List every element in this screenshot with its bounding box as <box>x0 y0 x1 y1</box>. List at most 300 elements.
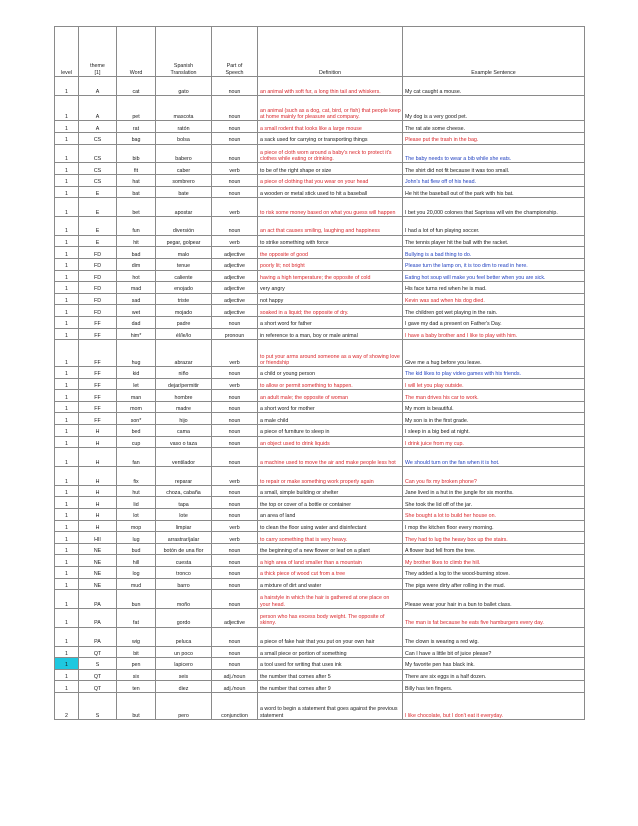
cell-spanish: mascota <box>156 95 212 121</box>
cell-example: My favorite pen has black ink. <box>403 658 585 670</box>
cell-part-of-speech: noun <box>212 132 258 144</box>
cell-theme: A <box>79 121 117 133</box>
cell-part-of-speech: noun <box>212 186 258 198</box>
cell-word: lug <box>117 532 156 544</box>
cell-theme: HII <box>79 532 117 544</box>
cell-word: bag <box>117 132 156 144</box>
cell-example: The baby needs to wear a bib while she eats. <box>403 144 585 163</box>
cell-word: son* <box>117 413 156 425</box>
cell-spanish: babero <box>156 144 212 163</box>
cell-definition: an animal (such as a dog, cat, bird, or fish) that people keep at home mainly for pleasure and company. <box>258 95 403 121</box>
cell-word: bat <box>117 186 156 198</box>
cell-definition: a thick piece of wood cut from a tree <box>258 567 403 579</box>
cell-level: 1 <box>55 305 79 317</box>
cell-level: 1 <box>55 567 79 579</box>
cell-level: 1 <box>55 627 79 646</box>
cell-level: 1 <box>55 578 79 590</box>
cell-level: 1 <box>55 543 79 555</box>
table-row <box>55 235 585 247</box>
cell-example: The pigs were dirty after rolling in the mud. <box>403 578 585 590</box>
cell-word: bad <box>117 247 156 259</box>
cell-theme: FD <box>79 258 117 270</box>
cell-part-of-speech: noun <box>212 77 258 96</box>
cell-word: but <box>117 692 156 719</box>
cell-spanish: pero <box>156 692 212 719</box>
cell-example: I have a baby brother and I like to play with him. <box>403 328 585 340</box>
cell-example: The shirt did not fit because it was too small. <box>403 163 585 175</box>
cell-spanish: un poco <box>156 646 212 658</box>
cell-theme: E <box>79 186 117 198</box>
cell-example: A flower bud fell from the tree. <box>403 543 585 555</box>
cell-word: cat <box>117 77 156 96</box>
header-part-of-speech: Part of Speech <box>212 27 258 77</box>
cell-example: My mom is beautiful. <box>403 401 585 413</box>
cell-level: 1 <box>55 340 79 367</box>
cell-spanish: lapicero <box>156 658 212 670</box>
cell-part-of-speech: noun <box>212 144 258 163</box>
cell-definition: the number that comes after 9 <box>258 681 403 693</box>
cell-example: Please turn the lamp on, it is too dim to read in here. <box>403 258 585 270</box>
cell-part-of-speech: adjective <box>212 247 258 259</box>
cell-spanish: padre <box>156 316 212 328</box>
cell-example: The man is fat because he eats five hamburgers every day. <box>403 608 585 627</box>
cell-definition: soaked in a liquid; the opposite of dry. <box>258 305 403 317</box>
cell-example: The clown is wearing a red wig. <box>403 627 585 646</box>
cell-part-of-speech: noun <box>212 121 258 133</box>
table-row <box>55 174 585 186</box>
table-row <box>55 425 585 437</box>
cell-example: They added a log to the wood-burning stove. <box>403 567 585 579</box>
table-row <box>55 567 585 579</box>
cell-part-of-speech: noun <box>212 425 258 437</box>
cell-word: him* <box>117 328 156 340</box>
cell-example: Please wear your hair in a bun to ballet class. <box>403 590 585 609</box>
table-row <box>55 378 585 390</box>
cell-definition: a machine used to move the air and make people less hot <box>258 448 403 467</box>
cell-word: ten <box>117 681 156 693</box>
cell-definition: an area of land <box>258 509 403 521</box>
table-body <box>55 77 585 720</box>
cell-example: The kid likes to play video games with his friends. <box>403 367 585 379</box>
cell-level: 1 <box>55 532 79 544</box>
cell-spanish: hijo <box>156 413 212 425</box>
cell-word: six <box>117 669 156 681</box>
cell-example: I like chocolate, but I don't eat it everyday. <box>403 692 585 719</box>
cell-theme: QT <box>79 646 117 658</box>
cell-theme: A <box>79 77 117 96</box>
cell-theme: H <box>79 509 117 521</box>
cell-level: 1 <box>55 390 79 402</box>
cell-definition: a male child <box>258 413 403 425</box>
cell-spanish: tronco <box>156 567 212 579</box>
cell-definition: the beginning of a new flower or leaf on a plant <box>258 543 403 555</box>
cell-example: Jane lived in a hut in the jungle for six months. <box>403 485 585 497</box>
cell-example: I will let you play outside. <box>403 378 585 390</box>
table-row <box>55 340 585 367</box>
cell-part-of-speech: noun <box>212 413 258 425</box>
table-row <box>55 658 585 670</box>
table-row <box>55 247 585 259</box>
cell-example: The children got wet playing in the rain. <box>403 305 585 317</box>
cell-word: mud <box>117 578 156 590</box>
cell-word: pet <box>117 95 156 121</box>
cell-spanish: caliente <box>156 270 212 282</box>
cell-example: Can you fix my broken phone? <box>403 467 585 486</box>
cell-theme: H <box>79 497 117 509</box>
table-row <box>55 467 585 486</box>
cell-definition: a mixture of dirt and water <box>258 578 403 590</box>
cell-spanish: tapa <box>156 497 212 509</box>
cell-definition: an adult male; the opposite of woman <box>258 390 403 402</box>
cell-spanish: cama <box>156 425 212 437</box>
cell-word: wig <box>117 627 156 646</box>
cell-level: 1 <box>55 121 79 133</box>
cell-theme: FD <box>79 247 117 259</box>
cell-theme: PA <box>79 590 117 609</box>
cell-part-of-speech: noun <box>212 390 258 402</box>
cell-part-of-speech: noun <box>212 567 258 579</box>
cell-example: The man drives his car to work. <box>403 390 585 402</box>
cell-level: 1 <box>55 95 79 121</box>
cell-theme: H <box>79 425 117 437</box>
table-row <box>55 448 585 467</box>
cell-level: 1 <box>55 590 79 609</box>
cell-example: He hit the baseball out of the park with his bat. <box>403 186 585 198</box>
table-row <box>55 77 585 96</box>
cell-theme: FF <box>79 413 117 425</box>
cell-theme: NE <box>79 567 117 579</box>
cell-word: hill <box>117 555 156 567</box>
cell-part-of-speech: adj./noun <box>212 681 258 693</box>
cell-definition: a piece of furniture to sleep in <box>258 425 403 437</box>
header-definition: Definition <box>258 27 403 77</box>
cell-part-of-speech: noun <box>212 543 258 555</box>
cell-definition: to put your arms around someone as a way of showing love or friendship <box>258 340 403 367</box>
table-row <box>55 316 585 328</box>
cell-example: They had to lug the heavy box up the stairs. <box>403 532 585 544</box>
table-row <box>55 121 585 133</box>
cell-level: 1 <box>55 270 79 282</box>
cell-level: 1 <box>55 328 79 340</box>
cell-spanish: dejar/permitir <box>156 378 212 390</box>
table-row <box>55 258 585 270</box>
cell-level: 2 <box>55 692 79 719</box>
cell-example: My cat caught a mouse. <box>403 77 585 96</box>
cell-spanish: moño <box>156 590 212 609</box>
cell-word: rat <box>117 121 156 133</box>
header-theme: theme [1] <box>79 27 117 77</box>
cell-level: 1 <box>55 681 79 693</box>
cell-spanish: ratón <box>156 121 212 133</box>
cell-definition: person who has excess body weight. The opposite of skinny. <box>258 608 403 627</box>
cell-word: wet <box>117 305 156 317</box>
cell-part-of-speech: verb <box>212 198 258 217</box>
cell-spanish: barro <box>156 578 212 590</box>
cell-word: sad <box>117 293 156 305</box>
cell-spanish: ventilador <box>156 448 212 467</box>
cell-example: Kevin was sad when his dog died. <box>403 293 585 305</box>
cell-theme: E <box>79 198 117 217</box>
cell-definition: a piece of clothing that you wear on your head <box>258 174 403 186</box>
cell-part-of-speech: noun <box>212 590 258 609</box>
table-row <box>55 578 585 590</box>
cell-definition: a word to begin a statement that goes against the previous statement <box>258 692 403 719</box>
cell-spanish: diversión <box>156 216 212 235</box>
cell-level: 1 <box>55 467 79 486</box>
table-row <box>55 144 585 163</box>
cell-definition: having a high temperature; the opposite of cold <box>258 270 403 282</box>
cell-definition: to clean the floor using water and disinfectant <box>258 520 403 532</box>
table-row <box>55 509 585 521</box>
cell-part-of-speech: verb <box>212 235 258 247</box>
cell-part-of-speech: noun <box>212 448 258 467</box>
cell-word: let <box>117 378 156 390</box>
table-row <box>55 95 585 121</box>
cell-definition: a hairstyle in which the hair is gathered at one place on your head. <box>258 590 403 609</box>
cell-level: 1 <box>55 646 79 658</box>
cell-word: dim <box>117 258 156 270</box>
cell-word: bib <box>117 144 156 163</box>
cell-example: I had a lot of fun playing soccer. <box>403 216 585 235</box>
table-row <box>55 305 585 317</box>
cell-part-of-speech: noun <box>212 555 258 567</box>
cell-theme: CS <box>79 174 117 186</box>
cell-definition: not happy <box>258 293 403 305</box>
table-row <box>55 413 585 425</box>
cell-part-of-speech: noun <box>212 316 258 328</box>
cell-word: mop <box>117 520 156 532</box>
cell-example: I drink juice from my cup. <box>403 436 585 448</box>
cell-part-of-speech: verb <box>212 340 258 367</box>
cell-spanish: gordo <box>156 608 212 627</box>
cell-theme: FD <box>79 305 117 317</box>
cell-theme: PA <box>79 608 117 627</box>
cell-spanish: mojado <box>156 305 212 317</box>
cell-level: 1 <box>55 485 79 497</box>
cell-level: 1 <box>55 247 79 259</box>
cell-part-of-speech: verb <box>212 520 258 532</box>
cell-part-of-speech: noun <box>212 436 258 448</box>
cell-example: My brother likes to climb the hill. <box>403 555 585 567</box>
cell-level: 1 <box>55 520 79 532</box>
cell-word: mad <box>117 282 156 294</box>
cell-definition: the opposite of good <box>258 247 403 259</box>
cell-part-of-speech: adjective <box>212 282 258 294</box>
cell-word: pen <box>117 658 156 670</box>
cell-theme: H <box>79 485 117 497</box>
cell-theme: NE <box>79 543 117 555</box>
cell-spanish: hombre <box>156 390 212 402</box>
cell-part-of-speech: noun <box>212 578 258 590</box>
cell-definition: a sack used for carrying or transporting things <box>258 132 403 144</box>
cell-theme: E <box>79 235 117 247</box>
cell-example: Billy has ten fingers. <box>403 681 585 693</box>
cell-word: hug <box>117 340 156 367</box>
cell-theme: CS <box>79 132 117 144</box>
cell-level: 1 <box>55 235 79 247</box>
cell-definition: a small rodent that looks like a large mouse <box>258 121 403 133</box>
cell-level: 1 <box>55 425 79 437</box>
cell-example: She bought a lot to build her house on. <box>403 509 585 521</box>
cell-spanish: abrazar <box>156 340 212 367</box>
cell-spanish: tenue <box>156 258 212 270</box>
cell-part-of-speech: noun <box>212 497 258 509</box>
cell-level: 1 <box>55 436 79 448</box>
cell-example: Eating hot soup will make you feel better when you are sick. <box>403 270 585 282</box>
cell-spanish: enojado <box>156 282 212 294</box>
cell-example: The rat ate some cheese. <box>403 121 585 133</box>
cell-theme: FD <box>79 270 117 282</box>
table-row <box>55 608 585 627</box>
cell-word: hit <box>117 235 156 247</box>
cell-theme: FF <box>79 340 117 367</box>
cell-theme: E <box>79 216 117 235</box>
cell-theme: FF <box>79 390 117 402</box>
cell-example: His face turns red when he is mad. <box>403 282 585 294</box>
cell-part-of-speech: noun <box>212 174 258 186</box>
cell-spanish: caber <box>156 163 212 175</box>
cell-part-of-speech: adjective <box>212 270 258 282</box>
cell-spanish: lote <box>156 509 212 521</box>
cell-definition: a child or young person <box>258 367 403 379</box>
cell-spanish: cuesta <box>156 555 212 567</box>
cell-word: bet <box>117 198 156 217</box>
table-row <box>55 692 585 719</box>
table-row <box>55 367 585 379</box>
cell-definition: an object used to drink liquids <box>258 436 403 448</box>
table-row <box>55 186 585 198</box>
cell-spanish: apostar <box>156 198 212 217</box>
cell-word: fun <box>117 216 156 235</box>
cell-part-of-speech: noun <box>212 627 258 646</box>
cell-example: She took the lid off of the jar. <box>403 497 585 509</box>
cell-part-of-speech: noun <box>212 485 258 497</box>
table-row <box>55 485 585 497</box>
cell-theme: FF <box>79 378 117 390</box>
table-row <box>55 532 585 544</box>
cell-example: The tennis player hit the ball with the racket. <box>403 235 585 247</box>
cell-theme: FD <box>79 282 117 294</box>
cell-definition: a short word for mother <box>258 401 403 413</box>
cell-level: 1 <box>55 497 79 509</box>
cell-spanish: vaso o taza <box>156 436 212 448</box>
table-row <box>55 497 585 509</box>
cell-level: 1 <box>55 608 79 627</box>
cell-word: fit <box>117 163 156 175</box>
table-row <box>55 543 585 555</box>
header-spanish: Spanish Translation <box>156 27 212 77</box>
header-row <box>55 27 585 77</box>
table-row <box>55 328 585 340</box>
cell-level: 1 <box>55 316 79 328</box>
table-row <box>55 293 585 305</box>
cell-spanish: peluca <box>156 627 212 646</box>
cell-spanish: diez <box>156 681 212 693</box>
cell-definition: the top or cover of a bottle or container <box>258 497 403 509</box>
table-row <box>55 669 585 681</box>
cell-definition: to strike something with force <box>258 235 403 247</box>
cell-theme: QT <box>79 669 117 681</box>
cell-level: 1 <box>55 378 79 390</box>
cell-level: 1 <box>55 367 79 379</box>
cell-spanish: limpiar <box>156 520 212 532</box>
cell-definition: a piece of cloth worn around a baby's neck to protect it's clothes while eating or drinking. <box>258 144 403 163</box>
cell-theme: S <box>79 692 117 719</box>
cell-theme: A <box>79 95 117 121</box>
cell-word: log <box>117 567 156 579</box>
cell-part-of-speech: noun <box>212 646 258 658</box>
cell-part-of-speech: noun <box>212 216 258 235</box>
cell-definition: a high area of land smaller than a mountain <box>258 555 403 567</box>
cell-level: 1 <box>55 293 79 305</box>
header-level: level <box>55 27 79 77</box>
table-row <box>55 520 585 532</box>
table-row <box>55 132 585 144</box>
cell-part-of-speech: adjective <box>212 293 258 305</box>
cell-level: 1 <box>55 669 79 681</box>
cell-theme: NE <box>79 555 117 567</box>
cell-word: cup <box>117 436 156 448</box>
cell-theme: H <box>79 436 117 448</box>
cell-spanish: bate <box>156 186 212 198</box>
cell-spanish: madre <box>156 401 212 413</box>
cell-definition: to be of the right shape or size <box>258 163 403 175</box>
table-row <box>55 627 585 646</box>
cell-word: hut <box>117 485 156 497</box>
cell-example: Bullying is a bad thing to do. <box>403 247 585 259</box>
cell-theme: PA <box>79 627 117 646</box>
cell-theme: NE <box>79 578 117 590</box>
cell-example: John's hat flew off of his head. <box>403 174 585 186</box>
cell-definition: poorly lit; not bright <box>258 258 403 270</box>
cell-definition: to risk some money based on what you guess will happen <box>258 198 403 217</box>
cell-level: 1 <box>55 282 79 294</box>
cell-definition: to repair or make something work properly again <box>258 467 403 486</box>
cell-spanish: él/le/lo <box>156 328 212 340</box>
table-row <box>55 436 585 448</box>
cell-spanish: seis <box>156 669 212 681</box>
cell-word: lot <box>117 509 156 521</box>
cell-example: My dog is a very good pet. <box>403 95 585 121</box>
cell-theme: FF <box>79 367 117 379</box>
cell-theme: FF <box>79 401 117 413</box>
table-row <box>55 163 585 175</box>
cell-level: 1 <box>55 401 79 413</box>
cell-definition: a piece of fake hair that you put on your own hair <box>258 627 403 646</box>
cell-definition: a small piece or portion of something <box>258 646 403 658</box>
cell-word: man <box>117 390 156 402</box>
cell-theme: FF <box>79 328 117 340</box>
cell-theme: H <box>79 448 117 467</box>
cell-spanish: arrastrar/jalar <box>156 532 212 544</box>
cell-word: lid <box>117 497 156 509</box>
cell-part-of-speech: verb <box>212 467 258 486</box>
cell-definition: in reference to a man, boy or male animal <box>258 328 403 340</box>
table-row <box>55 390 585 402</box>
cell-example: I mop the kitchen floor every morning. <box>403 520 585 532</box>
cell-spanish: niño <box>156 367 212 379</box>
cell-word: fat <box>117 608 156 627</box>
header-word: Word <box>117 27 156 77</box>
cell-part-of-speech: noun <box>212 401 258 413</box>
cell-part-of-speech: verb <box>212 163 258 175</box>
cell-part-of-speech: noun <box>212 367 258 379</box>
cell-definition: a tool used for writing that uses ink <box>258 658 403 670</box>
cell-theme: H <box>79 467 117 486</box>
cell-word: bud <box>117 543 156 555</box>
cell-definition: the number that comes after 5 <box>258 669 403 681</box>
table-row <box>55 681 585 693</box>
